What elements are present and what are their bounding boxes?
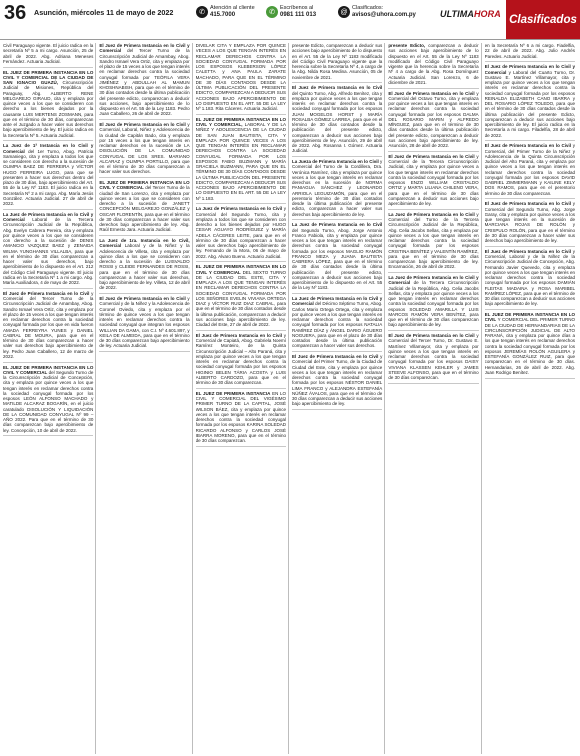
dateline: Asunción, miércoles 11 de mayo de 2022 xyxy=(34,8,174,17)
legal-notice xyxy=(99,43,189,117)
notice-lead: EL JUEZ DE PRIMERA INSTANCIA EN LO CIVIL Y COMERCIAL xyxy=(3,364,94,375)
legal-notice xyxy=(99,122,189,175)
notice-lead: La Jueza de Primera Instancia en lo Civil xyxy=(291,159,379,164)
notice-text: y Comercial, Laboral, Niñez y Adolescencia de la ciudad de Capitán Bado, cita y emplaza por 15 veces a los que tengan interés en reclamar derechos en la sucesión de LA DISOLUCIÓN DE LA COMUNIDAD CONYUGAL DE LOS SRES. MARIANO ALCARAZ y OLIMPIA PORTILLO, para que en el término de 30 días comparezcan a hacer valer sus derechos. xyxy=(99,122,190,175)
email-address: avisos@uhora.com.py xyxy=(352,12,416,18)
notice-text: y Comercial, Laboral y de la Niñez de la Circunscripción Judicial de Concepción, Abg. Fernando Javier Quevedo, cita y emplaza por quince veces a los que tengan interés en reclamar derechos contra la sociedad conyugal formada por los esposos DAMIÁN FLEITAS MADAINA y ROSA MARIBEL RAMÍREZ LÓPEZ, para que en el término de 30 días comparezcan a deducir sus acciones bajo apercibimiento de ley. xyxy=(484,248,575,307)
legal-notice xyxy=(3,212,93,286)
notice-lead: La Juez de Primera Instancia en lo Civil xyxy=(195,206,283,212)
email-contact xyxy=(338,5,416,19)
column-5 xyxy=(388,43,481,754)
notice-text: Y COMERCIAL DEL PRIMER TURNO DE LA CIUDAD DE HERNANDARIAS DE LA CIRCUNSCRIPCIÓN JUDICIAL DE ALTO PARANÁ, cita y emplaza por quince días a los que tengan interés en reclamar derechos contra la sociedad conyugal formada por los esposos JEREMÍAS ROLÓN AGUILERA y ESTEFANÍA GONZÁLEZ RUIZ, para que comparezcan en el término de 30 días. Hernandarias, 26 de abril de 2022. Abg. Juan Rodrigo Benítez. xyxy=(484,317,575,375)
legal-notice xyxy=(292,159,382,217)
notice-text: y Comercial del Segundo Turno, cita y emplaza a todos los que se consideren con derecho a los bienes dejados por HUGO CESAR AGUAYO RODRÍGUEZ y MARÍA ADELA CÁCERES LEITE, para que en el término de 30 días comparezcan a hacer valer sus derechos bajo apercibimiento de ley. Fernando de la Mora, 06 de mayo de 2022. Abg. Alvaro Bueno. Actuario Judicial. xyxy=(195,206,286,259)
legal-notice xyxy=(485,43,575,59)
legal-notice xyxy=(292,296,382,349)
notice-divider xyxy=(3,362,93,363)
notice-divider xyxy=(388,88,478,89)
notice-divider xyxy=(292,351,382,352)
legal-notice xyxy=(3,70,93,138)
notice-divider xyxy=(3,209,93,210)
email-label: Clasificados: xyxy=(352,5,384,11)
notice-divider xyxy=(196,446,286,447)
notice-text: DEL SEXTO TURNO DE LA CIUDAD DEL ESTE, CITA Y EMPLAZA A LOS QUE TENGAN INTERÉS EN RECLAMAR DERECHOS CONTRA LA SOCIEDAD CONYUGAL FORMADA POR LOS SEÑORES EVELIN VIVIANA ORTEGA DIAZ y VÍCTOR RUIZ DIAZ CABRAL, para que en el término de 30 días contados desde la última publicación, comparezcan a deducir sus acciones bajo apercibimiento de ley. Ciudad del Este, 27 de abril de 2022. xyxy=(195,269,286,327)
notice-text: en la Secretaría Nº 6 a mi cargo. Fiadelfia, 22 de abril de 2022. Abg. Julio Andrés Paredes. Actuario Judicial. xyxy=(484,43,575,59)
legal-notice xyxy=(196,333,286,386)
column-1 xyxy=(3,43,96,754)
notice-lead: El Juez de Primera Instancia en lo Civil xyxy=(388,153,475,159)
legal-notice xyxy=(388,91,478,149)
legal-notice xyxy=(292,222,382,290)
notice-divider xyxy=(196,114,286,115)
notice-divider xyxy=(485,309,575,310)
legal-notice xyxy=(3,291,93,359)
notice-divider xyxy=(3,140,93,141)
notice-lead: El Juez de Primera Instancia en lo Civil xyxy=(99,122,186,127)
notice-lead: EL JUEZ DE PRIMERA INSTANCIA EN LO CIVIL Y COMERCIAL xyxy=(195,264,286,275)
notice-lead: El Juez de Primera Instancia en lo Civil xyxy=(291,354,379,359)
notice-lead: La Juez de Primera Instancia en lo Civil y Comercial xyxy=(388,275,479,286)
legal-notice xyxy=(196,117,286,201)
notice-lead: La Juez de Primera Instancia en lo Civil y Comercial xyxy=(291,296,383,307)
email-icon: @ xyxy=(338,6,350,18)
notice-text: Circunscripción Judicial de Misiones, República del Paraguay, Abg. ALBERTO RENE MELGAREJO GIRAUD, cita y emplaza por quince veces a los que se consideren con derecho a los bienes dejados por la causante LUIS MERTENS ZOSMANN, para que en el término de 30 días, comparezcan ante el Juzgado a hacer valer sus derechos bajo apercibimiento de ley. El juicio radica en la Secretaría Nº 5. Actuaria Judicial. xyxy=(3,80,94,138)
notice-divider xyxy=(3,67,93,68)
notice-divider xyxy=(292,219,382,220)
notice-lead: EL JUEZ DE PRIMERA INSTANCIA EN LO CIVIL Y COMERCIAL DE LA CIUDAD DE SAN IGNACIO GUAZÚ, xyxy=(3,69,94,85)
notice-lead: El Juez de Primera Instancia en lo Civil xyxy=(388,333,475,338)
notice-lead: La Juez de 1ra. Instancia en lo Civil, Comercial xyxy=(99,238,190,249)
whatsapp-icon: ✆ xyxy=(266,6,278,18)
notice-divider xyxy=(196,203,286,204)
notice-lead: EL JUEZ DE PRIMERA INSTANCIA EN LO CIVIL Y COMERCIAL, xyxy=(195,116,286,127)
notice-divider xyxy=(292,293,382,294)
notice-divider xyxy=(99,119,189,120)
notice-lead: El Juez de Primera Instancia en lo Civil y Comercial xyxy=(99,43,190,54)
notice-divider xyxy=(485,246,575,247)
section-title: Clasificados xyxy=(506,0,580,39)
notice-text: de la Tercera Circunscripción Judicial de la República, Abg. Celia Jacobs Sellas, cita y emplaza por quince veces a los que tengan interés en reclamar derechos contra la sociedad conyugal formada por los esposos SOLEDAD AMARILLA Y LUIS MARCOS RAMÓN VERA BENÍTEZ, para que en el término de 30 días comparezcan bajo apercibimiento de ley. xyxy=(388,280,479,328)
notice-lead: La Juez de Primera Instancia en lo Civil y Comercial xyxy=(3,211,94,222)
notice-text: y Comercial del Tercer Turno, Dr. Gustavo E. Martínez Villamayor, cita y emplaza por quince veces a los que tengan interés en reclamar derechos contra la sociedad conyugal formada por los esposos DAISY VIVIANA KLASSEN KEHLER y JAMES STEEVE ALFONSO, para que en el término de 30 días comparezcan. xyxy=(388,333,479,380)
phone-icon: ✆ xyxy=(196,6,208,18)
notice-lead: EL JUEZ DE PRIMERA INSTANCIA xyxy=(195,390,271,396)
notice-text: y Comercial del Octavo Turno, cita y emplaza por quince veces a los que tengan interés en reclamar derechos contra la sociedad conyugal formada por los esposos DALMA DEL ROSARIO MARIN y ALFREDO MÍNGUEZ, para que en el término de 30 días contados desde la última publicación del presente edicto, comparezcan a deducir sus acciones bajo apercibimiento de ley. Asunción, 28 de abril de 2022. xyxy=(388,90,479,148)
notice-lead: El Juez de Primera Instancia en lo Civil xyxy=(388,90,475,96)
notice-text: y Comercial, del Primer Turno de la Niñez y Adolescencia de la Quinta Circunscripción Judicial del Alto Paraná, cita y emplaza por quince veces a los que tengan interés en reclamar derechos contra la sociedad conyugal formada por los esposos DAVID GABRIEL ZIMMERMANN y KAILINE KELY DOS RAMOS, para que en el perentorio término de 30 días comparezcan. xyxy=(484,143,575,196)
legal-notice xyxy=(196,206,286,259)
column-3 xyxy=(196,43,289,754)
notice-divider xyxy=(388,330,478,331)
notice-divider xyxy=(196,261,286,262)
legal-notice xyxy=(3,365,93,433)
legal-notice xyxy=(388,212,478,270)
whatsapp-number: 0981 111 013 xyxy=(280,12,317,18)
notice-divider xyxy=(3,288,93,289)
notice-text: del Segundo Turno, Abog. Jorge Antonio Franco Fabiola, cita y emplaza por quince veces a los que tengan interés en reclamar derechos contra la sociedad conyugal formada por los esposos MAGLIO RAMÓN FRANCO MEZA y JUANA BAUTISTA CABRERA LÓPEZ, para que en el término de 30 días contados desde la última publicación del presente edicto, comparezcan a deducir sus acciones bajo apercibimiento de lo dispuesto en el Art. 55 de la Ley Nº 1183. xyxy=(291,227,383,291)
customer-service-number: 415.7000 xyxy=(210,12,236,18)
notice-divider xyxy=(388,209,478,210)
notice-lead: La Juez de Primera Instancia en lo Civil xyxy=(291,222,383,228)
notice-text: del Décimo Séptimo Turno, Abog. Carlos Mario Ortega Ortega, cita y emplaza por quince veces a los que tengan interés en reclamar derechos contra la sociedad conyugal formada por los esposos NATALIA RAMÍREZ DÍAZ y ÁNGEL DARIO ÁGUERO NOGUERA, para que en el plazo de 30 días contados desde la última publicación comparezcan a hacer valer sus derechos. xyxy=(291,301,383,349)
brand-logo xyxy=(440,9,501,19)
notice-divider xyxy=(388,151,478,152)
notice-lead: El Juez de Primera Instancia en lo Civil xyxy=(99,296,186,301)
notice-divider xyxy=(485,140,575,141)
notice-text: Laboral de la Tercera Circunscripción Judicial de la República, Abg. Evelyn Cabrera Pereira, cita y emplaza por quince veces a los que se consideren con derecho a la sucesión de DENIS AMANCIO VAZQUEZ BAEZ y ZENAIDA WILMA YUNGHANNS VILLALBA, para que en el término de 30 días comparezcan a hacer valer sus derechos, bajo apercibimiento de lo dispuesto en el Art. 212 del Código Civil Paraguayo vigente. El juicio radica en la Secretaría Nº 1 a mi cargo. Abg. María Auxiliadora, 4 de mayo de 2022. xyxy=(3,217,94,285)
legal-notice xyxy=(292,354,382,407)
notice-text: y Comercial del Turno de la Cordillera, Dra. Verónica Ramírez, cita y emplaza por quince veces a los que tengan interés en reclamar derechos en la sucesión de NORMA PANIAGUA SÁNCHEZ y LEONARDO ARRIOLA LEGUIZAMÓN, para que en el perentorio término de 30 días contados desde la última publicación del presente edicto, comparezcan a hacer valer sus derechos bajo apercibimiento de ley. xyxy=(291,159,383,217)
notice-text: del Segundo Turno de la Circunscripción Judicial de Concepción, cita y emplaza por quince veces a los que tengan interés en reclamar derechos contra la sociedad conyugal formada por los esposos LEÓN ALFONSO MACHADO y MATILDE ALCARAZ BOGARÍN, en el juicio caratulado DISOLUCIÓN Y LIQUIDACIÓN DE LA COMUNIDAD CONYUGAL Nº 99 – AÑO 2022. Para que en el término de 30 días comparezcan bajo apercibimiento de ley. Concepción, 10 de abril de 2022. xyxy=(3,369,94,433)
legal-notice xyxy=(196,264,286,327)
notice-divider xyxy=(3,435,93,436)
legal-notice xyxy=(485,64,575,138)
notice-text: LABORAL Y DE LA NIÑEZ Y ADOLESCENCIA DE LA CIUDAD DE SAN JUAN BAUTISTA, CITA Y EMPLAZA POR QUINCE VECES A LOS QUE TENGAN INTERÉS EN RECLAMAR DERECHOS CONTRA LA SOCIEDAD CONYUGAL FORMADA POR LOS ESPOSOS FABIO BUZMANN y MARÍA GRACIELA BUZMANN, PARA QUE EN EL TÉRMINO DE 30 DÍAS CONTADOS DESDE LA ÚLTIMA PUBLICACIÓN DEL PRESENTE EDICTO, COMPAREZCAN A DEDUCIR SUS ACCIONES BAJO APERCIBIMIENTO DE LO DISPUESTO EN EL ART. 55 DE LA LEY Nº 1.183. xyxy=(195,122,286,201)
notice-text: del Quinto Turno, Abg. Alfredo Benítez, cita y emplaza por quince veces a los que tengan interés en reclamar derechos contra la sociedad conyugal formada por los esposos JUAN MOGELOS HORST y MARÍA ROSALBA GÓMEZ LARREA, para que en el término de 30 días contados desde la publicación del presente edicto, comparezcan a deducir sus acciones bajo apercibimiento de ley. Asunción, 29 de abril de 2022. Abg. Rosanna I. Gómez. Actuaria Judicial. xyxy=(291,90,383,154)
legal-notice xyxy=(388,275,478,328)
brand-logo-ultima: ULTIMA xyxy=(440,9,474,19)
legal-notice xyxy=(3,43,93,64)
notice-lead: El Juez de Primera Instancia en lo Civil xyxy=(3,290,90,296)
notice-divider xyxy=(99,235,189,236)
notice-divider xyxy=(388,383,478,384)
notice-text: y Comercial de la Tercera Circunscripción Judicial, cita y emplaza por quince veces a los que tengan interés en reclamar derechos contra la sociedad conyugal formada por los esposos ENZO WILLIAM CRISTALDO ORTIZ y MARTA LILIANA CHILENO VERA, para que en el término de 30 días comparezcan a deducir sus acciones bajo apercibimiento de ley. xyxy=(388,153,479,206)
legal-notice xyxy=(99,296,189,349)
customer-service-contact xyxy=(196,5,255,19)
notice-divider xyxy=(99,293,189,294)
notice-text: y Comercial del Tercer Turno de la Circunscripción Judicial de Amambay, Abog. Sandro Ismael Vera Ortiz, cita y emplaza por el plazo de 15 veces a los que tengan interés en reclamar derechos contra la sociedad conyugal formada por los que en vida fueron AMADA FERREYRA YUNES y DANIEL CABRAL DE MOURA, para que en el término de 30 días comparezcan a hacer valer sus derechos bajo apercibimiento de ley. Pedro Juan Caballero, 12 de marzo de 2022. xyxy=(3,290,94,359)
column-2 xyxy=(99,43,192,754)
legal-notice xyxy=(99,238,189,291)
notice-text: y Comercial del Turno de la Tercera Circunscripción Judicial de la República, Abg. Celia Jacobs Sellas, cita y emplaza por quince veces a los que tengan interés en reclamar derechos contra la sociedad conyugal formada por los esposos CRISTINA BENÍTEZ y VALENTÍN RAMÍREZ, para que en el término de 30 días comparezcan bajo apercibimiento de ley. Encarnación, 26 de abril de 2022. xyxy=(388,211,479,270)
column-4 xyxy=(292,43,385,754)
legal-notice xyxy=(485,143,575,196)
notice-divider xyxy=(196,388,286,389)
whatsapp-label: Escríbenos al xyxy=(280,5,314,11)
notice-lead: EL JUEZ DE PRIMERA INSTANCIA EN LO CIVIL xyxy=(484,312,575,323)
notice-text: y Comercial del Segundo Turno, Abg. Jorge Garay, cita y emplaza por quince veces a los que tengan interés en la sucesión de MARCIANA ROJAS DE ROLÓN y CRISPULO ROLÓN, para que en el término de 30 días comparezcan a hacer valer sus derechos bajo apercibimiento de ley. xyxy=(484,201,575,243)
classifieds-columns xyxy=(3,43,577,754)
notice-text: DIVELAR CITA Y EMPLAZA POR QUINCE VECES A LOS QUE TENGAN INTERÉS EN RECLAMAR DERECHOS CONTRA LA SOCIEDAD CONYUGAL FORMADA POR LOS ESPOSOS KLEBERSON LÓPEZ CALETTA y ANA PAULA ZARATE MACHADO, PARA QUE EN EL TÉRMINO DE 30 DÍAS CONTADOS DESDE LA ÚLTIMA PUBLICACIÓN DEL PRESENTE EDICTO, COMPAREZCAN A DEDUCIR SUS ACCIONES BAJO APERCIBIMIENTO DE LO DISPUESTO EN EL ART. 55 DE LA LEY Nº 1.183. Rita Cáceres. Actuaria Judicial. xyxy=(195,43,286,111)
legal-notice xyxy=(388,43,478,85)
notice-divider xyxy=(485,378,575,379)
notice-lead: El Juez de Primera Instancia en lo Civil xyxy=(195,332,283,338)
notice-text: y Comercial del Primer Turno, de la Ciudad de Ciudad del Este, cita y emplaza por quince veces a los que tengan interés en reclamar derechos contra la sociedad conyugal formada por los esposos NÉSTOR DANIEL LIMA FRANCO y ALEJANDRA ESTEFANÍA NÚÑEZ ÁVALOS, para que en el término de 30 días comparezcan a deducir sus acciones bajo apercibimiento de ley. xyxy=(291,354,383,407)
brand-logo-hora: HORA xyxy=(473,9,501,19)
page-number: 36 xyxy=(4,2,27,24)
notice-lead: El Juez de Primera Instancia en lo Civil xyxy=(484,143,572,149)
whatsapp-contact xyxy=(266,5,316,19)
notice-lead: La Juez de Primera Instancia en lo Civil xyxy=(388,211,475,217)
notice-lead: El Juez de Primera Instancia en lo Civil xyxy=(291,85,383,91)
notice-divider xyxy=(99,177,189,178)
notice-divider xyxy=(292,156,382,157)
notice-divider xyxy=(485,198,575,199)
legal-notice xyxy=(292,85,382,153)
notice-text: y Comercial de Capiatá, Abog. Gabriela Noemí Ramírez Monteiro, de la Quinta Circunscripción Judicial – Alto Paraná, cita y emplaza por quince veces a los que tengan interés en reclamar derechos contra la sociedad conyugal formada por los esposos HIGINIO BELEN TÁRIA ACOSTA y LUIS ALBERTO CARDOZO, para que en el término de 30 días comparezcan. xyxy=(195,332,286,385)
legal-notice xyxy=(292,43,382,80)
notice-text: y Laboral del Cuarto Turno, Dr. Gustavo E. Martínez Villamayor, cita y emplaza por quince veces a los que tengan interés en reclamar derechos contra la sociedad conyugal formada por los esposos REINALDA ELIZABETH CANO IBARRA y DEL ROSARIO LÓPEZ TOLEDO, para que en el término de 30 días contados desde la última publicación del presente Edicto, comparezcan a deducir sus acciones bajo apercibimiento de ley. El juicio radica en la Secretaría a mi cargo. Filadelfia, 28 de abril de 2022. xyxy=(484,69,575,138)
customer-service-label: Atención al cliente xyxy=(210,5,255,11)
legal-notice xyxy=(485,201,575,243)
notice-divider xyxy=(196,330,286,331)
notice-text: del 1er Turno, Abog. Patricia Samaniego, cita y emplaza a todos los que se consideren con derecho a la sucesión de OLIMPIA BAEZ DE FERREIRA y VÍCTOR HUGO FERREIRA LUGO, para que se presenten a hacer sus derechos dentro del plazo de 30 días, bajo apercibimiento del Art. 55 de la Ley Nº 1183. El juicio radica en la Secretaría Nº 2 a mi cargo. Abg. María Jesús González. Actuaria Judicial. 27 de abril de 2022. xyxy=(3,148,94,206)
notice-divider xyxy=(292,82,382,83)
notice-lead: El Juez de Primera Instancia en lo Civil xyxy=(484,248,572,254)
notice-divider xyxy=(99,351,189,352)
legal-notice xyxy=(485,312,575,375)
notice-divider xyxy=(485,61,575,62)
legal-notice xyxy=(3,143,93,206)
notice-text: EN LO CIVIL Y COMERCIAL DEL VIGÉSIMO PRIMER TURNO DE LA CAPITAL, JOSÉ WILSON BÁEZ, cita y emplaza por quince veces a los que tengan interés en reclamar derechos contra la sociedad conyugal formada por los esposos KARINA SOLEDAD RICARDO ALFONSO y CARLOS JOSÉ IBARRA MORENO, para que en el término de 30 días comparezcan. xyxy=(195,390,286,443)
legal-notice xyxy=(485,249,575,307)
notice-text: Laboral y de la Niñez y la Adolescencia de Villeta, cita y emplaza por quince días a los que se consideren con derecho a la sucesión de LUISVALDO ROSSI y CLEIDE FERNANDES DE ROSSI, para que en el término de 30 días comparezcan a hacer valer sus derechos, bajo apercibimiento de ley. Villeta, 12 de abril de 2022. xyxy=(99,243,190,291)
legal-notice xyxy=(99,180,189,233)
notice-lead: El Juez de Primera Instancia en lo Civil xyxy=(484,201,572,207)
notice-text: comparezcan a deducir sus acciones bajo apercibimiento de lo dispuesto en el Art. 55 de la Ley Nº 1183 modificado del Código Civil Paraguayo vigente que la herencia sobre la Secretaría Nº 4 a cargo de la Abg. Rosa Domínguez Actuaria Judicial. San Lorenzo, 6 de diciembre de 2021. xyxy=(388,43,479,85)
legal-notice xyxy=(196,391,286,444)
notice-lead: La Juez de 1ª Instancia en lo Civil y Comercial xyxy=(3,143,94,154)
notice-divider xyxy=(388,272,478,273)
notice-lead: EL JUEZ DE PRIMERA INSTANCIA EN LO CIVIL Y COMERCIAL xyxy=(99,180,190,191)
notice-text: presente Edicto, comparezcan a deducir sus acciones bajo apercibimiento de lo dispuesto en el Art. 55 de la Ley Nº 1183 modificado del Código Civil Paraguayo vigente que la herencia sobre la Secretaría Nº 4, a cargo de la Abg. Nilda Rosa Medina. Asunción, 05 de noviembre de 2021. xyxy=(291,43,383,80)
notice-text: y Comercial y de la Niñez y la Adolescencia de Coronel Oviedo, cita y emplaza por el término de quince veces a los que tengan interés en reclamar derechos contra la sociedad conyugal que integran los esposos WILLIAN DA GAMA, con C.I. Nº 4.601.897, y KEILA DE ALMEIDA, para que en el término de 30 días comparezcan bajo apercibimiento de ley. Actuaria Judicial. xyxy=(99,296,190,349)
legal-notice xyxy=(388,333,478,380)
legal-notice xyxy=(388,154,478,207)
legal-notice xyxy=(196,43,286,111)
notice-lead: presente Edicto, xyxy=(388,43,426,48)
page-header xyxy=(0,0,580,40)
notice-text: del Tercer Turno de la Circunscripción Judicial de Amambay, Abog. Sandro Ismael Vera Ortiz, cita y emplaza por el plazo de 15 veces a los que tengan interés en reclamar derechos contra la sociedad conyugal formada por TEÓFILA VERA JIMÉNEZ y ABDULLAH AL MAMUN KHOSHNABISH, para que en el término de 30 días contados desde la última publicación del presente edicto, comparezcan a deducir sus acciones, bajo apercibimiento de lo dispuesto en el Art. 55 de la Ley 1183. Pedro Juan Caballero, 26 de abril de 2022. xyxy=(99,48,190,117)
notice-lead: El Juez de Primera Instancia en lo Civil y Comercial xyxy=(484,64,575,75)
notice-text: Civil Paraguayo vigente. El juicio radica en la secretaría Nº 5 a mi cargo. Asunción, 25 de abril de 2022. Abg. Adriana Meneses Fernández. Actuaria Judicial. xyxy=(3,43,94,64)
column-6 xyxy=(485,43,577,754)
notice-text: del Tercer Turno de la ciudad de San Lorenzo, cita y emplaza por quince veces a los que se consideren con derecho a la sucesión de JANETT CONCEPCIÓN MELGAREJO GONZÁLEZ y OSCAR FLORENTÍN, para que en el término de 30 días comparezcan a hacer valer sus derechos bajo apercibimiento de ley. Abg. Raúl Ernesto Jara. Actuaria Judicial. xyxy=(99,185,190,233)
notice-divider xyxy=(292,409,382,410)
